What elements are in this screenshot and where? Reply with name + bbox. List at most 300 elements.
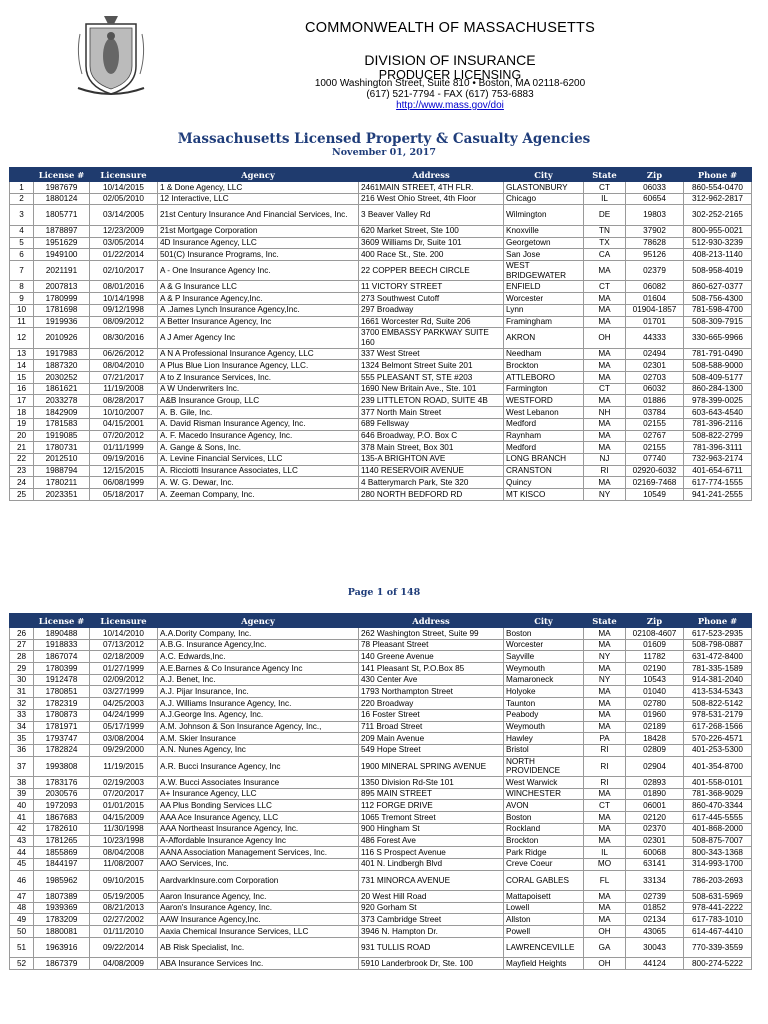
cell-row-number: 43: [10, 835, 34, 847]
cell-agency-name: A.B.G. Insurance Agency,Inc.: [158, 639, 359, 651]
cell-license-number: 1919936: [34, 316, 90, 328]
cell-agency-name: A. Ricciotti Insurance Associates, LLC: [158, 465, 359, 477]
page-number: Page 1 of 148: [347, 587, 421, 598]
table-row: [10, 651, 752, 663]
cell-license-number: 1912478: [34, 674, 90, 686]
cell-licensure-date: 02/18/2009: [90, 651, 158, 663]
cell-phone: 860-470-3344: [684, 800, 752, 812]
cell-agency-name: 21st Mortgage Corporation: [158, 225, 359, 237]
cell-address: 112 FORGE DRIVE: [359, 800, 504, 812]
cell-address: 931 TULLIS ROAD: [359, 937, 504, 958]
cell-phone: 508-409-5177: [684, 372, 752, 384]
cell-zip: 37902: [626, 225, 684, 237]
cell-licensure-date: 01/11/1999: [90, 442, 158, 454]
cell-state: MA: [584, 442, 626, 454]
column-header-agency-name: Agency: [158, 614, 359, 628]
cell-state: CA: [584, 249, 626, 261]
cell-zip: 78628: [626, 237, 684, 249]
table-row: [10, 744, 752, 756]
cell-licensure-date: 02/19/2003: [90, 777, 158, 789]
cell-state: MA: [584, 721, 626, 733]
cell-zip: 19803: [626, 205, 684, 226]
cell-licensure-date: 11/08/2007: [90, 858, 158, 870]
cell-zip: 06001: [626, 800, 684, 812]
cell-licensure-date: 04/15/2009: [90, 812, 158, 824]
cell-address: 1661 Worcester Rd, Suite 206: [359, 316, 504, 328]
cell-state: MA: [584, 835, 626, 847]
cell-row-number: 10: [10, 304, 34, 316]
cell-license-number: 1880081: [34, 926, 90, 938]
cell-state: MA: [584, 823, 626, 835]
cell-zip: 60654: [626, 193, 684, 205]
cell-address: 1350 Division Rd-Ste 101: [359, 777, 504, 789]
cell-address: 377 North Main Street: [359, 407, 504, 419]
cell-address: 486 Forest Ave: [359, 835, 504, 847]
cell-city: Holyoke: [504, 686, 584, 698]
cell-license-number: 1781698: [34, 304, 90, 316]
cell-address: 5910 Landerbrook Dr, Ste. 100: [359, 958, 504, 970]
cell-row-number: 51: [10, 937, 34, 958]
cell-phone: 781-335-1589: [684, 663, 752, 675]
cell-license-number: 2021191: [34, 260, 90, 281]
cell-row-number: 34: [10, 721, 34, 733]
cell-city: Peabody: [504, 709, 584, 721]
cell-phone: 330-665-9966: [684, 328, 752, 349]
table-row: [10, 709, 752, 721]
cell-agency-name: A+ Insurance Agency, LLC: [158, 788, 359, 800]
table-header-row: [10, 168, 752, 182]
cell-address: 1690 New Britain Ave., Ste. 101: [359, 383, 504, 395]
cell-phone: 401-354-8700: [684, 756, 752, 777]
cell-phone: 603-643-4540: [684, 407, 752, 419]
cell-zip: 18428: [626, 733, 684, 745]
cell-licensure-date: 01/27/1999: [90, 663, 158, 675]
cell-address: 1065 Tremont Street: [359, 812, 504, 824]
cell-license-number: 1780851: [34, 686, 90, 698]
cell-state: TN: [584, 225, 626, 237]
table-row: [10, 698, 752, 710]
cell-license-number: 1867074: [34, 651, 90, 663]
cell-city: Mamaroneck: [504, 674, 584, 686]
cell-address: 920 Gorham St: [359, 902, 504, 914]
cell-zip: 02155: [626, 418, 684, 430]
cell-state: DE: [584, 205, 626, 226]
cell-license-number: 2007813: [34, 281, 90, 293]
cell-phone: 617-268-1566: [684, 721, 752, 733]
cell-state: MA: [584, 663, 626, 675]
column-header-row-number: [10, 614, 34, 628]
cell-row-number: 42: [10, 823, 34, 835]
cell-address: 297 Broadway: [359, 304, 504, 316]
table-row: [10, 293, 752, 305]
table-row: [10, 628, 752, 640]
cell-agency-name: AAW Insurance Agency,Inc.: [158, 914, 359, 926]
cell-phone: 408-213-1140: [684, 249, 752, 261]
cell-row-number: 17: [10, 395, 34, 407]
cell-address: 1900 MINERAL SPRING AVENUE: [359, 756, 504, 777]
cell-state: MA: [584, 360, 626, 372]
table-row: [10, 407, 752, 419]
table-row: [10, 870, 752, 891]
cell-license-number: 1782610: [34, 823, 90, 835]
cell-zip: 06033: [626, 182, 684, 194]
cell-row-number: 29: [10, 663, 34, 675]
cell-city: GLASTONBURY: [504, 182, 584, 194]
report-title: Massachusetts Licensed Property & Casualty Agencies: [177, 131, 591, 147]
cell-state: MA: [584, 430, 626, 442]
cell-state: NY: [584, 674, 626, 686]
cell-phone: 860-627-0377: [684, 281, 752, 293]
table-row: [10, 847, 752, 859]
header-division: DIVISION OF INSURANCE: [364, 52, 536, 68]
cell-licensure-date: 03/14/2005: [90, 205, 158, 226]
cell-zip: 60068: [626, 847, 684, 859]
cell-licensure-date: 04/25/2003: [90, 698, 158, 710]
cell-agency-name: A & P Insurance Agency,Inc.: [158, 293, 359, 305]
table-row: [10, 360, 752, 372]
cell-address: 646 Broadway, P.O. Box C: [359, 430, 504, 442]
cell-license-number: 1781265: [34, 835, 90, 847]
cell-zip: 95126: [626, 249, 684, 261]
table-row: [10, 937, 752, 958]
cell-licensure-date: 07/20/2012: [90, 430, 158, 442]
cell-row-number: 35: [10, 733, 34, 745]
cell-row-number: 38: [10, 777, 34, 789]
cell-license-number: 1780731: [34, 442, 90, 454]
cell-address: 4 Batterymarch Park, Ste 320: [359, 477, 504, 489]
cell-phone: 512-930-3239: [684, 237, 752, 249]
cell-agency-name: 501(C) Insurance Programs, Inc.: [158, 249, 359, 261]
column-header-city: City: [504, 614, 584, 628]
cell-state: PA: [584, 733, 626, 745]
cell-license-number: 1949100: [34, 249, 90, 261]
table-row: [10, 328, 752, 349]
cell-row-number: 15: [10, 372, 34, 384]
cell-phone: 401-654-6711: [684, 465, 752, 477]
table-row: [10, 858, 752, 870]
cell-license-number: 2030252: [34, 372, 90, 384]
cell-phone: 631-472-8400: [684, 651, 752, 663]
cell-phone: 978-441-2222: [684, 902, 752, 914]
column-header-agency-name: Agency: [158, 168, 359, 182]
cell-licensure-date: 07/21/2017: [90, 372, 158, 384]
cell-row-number: 7: [10, 260, 34, 281]
cell-license-number: 1987679: [34, 182, 90, 194]
cell-row-number: 41: [10, 812, 34, 824]
table-row: [10, 812, 752, 824]
cell-row-number: 1: [10, 182, 34, 194]
cell-address: 216 West Ohio Street, 4th Floor: [359, 193, 504, 205]
cell-agency-name: A .James Lynch Insurance Agency,Inc.: [158, 304, 359, 316]
cell-address: 3946 N. Hampton Dr.: [359, 926, 504, 938]
cell-zip: 02739: [626, 891, 684, 903]
cell-licensure-date: 02/09/2012: [90, 674, 158, 686]
cell-licensure-date: 01/22/2014: [90, 249, 158, 261]
cell-licensure-date: 12/23/2009: [90, 225, 158, 237]
cell-agency-name: A to Z Insurance Services, Inc.: [158, 372, 359, 384]
cell-license-number: 1919085: [34, 430, 90, 442]
cell-city: MT KISCO: [504, 488, 584, 500]
cell-address: 78 Pleasant Street: [359, 639, 504, 651]
cell-agency-name: A.J. Williams Insurance Agency, Inc.: [158, 698, 359, 710]
cell-licensure-date: 08/01/2016: [90, 281, 158, 293]
cell-row-number: 37: [10, 756, 34, 777]
cell-zip: 07740: [626, 453, 684, 465]
cell-state: TX: [584, 237, 626, 249]
header-url-link[interactable]: http://www.mass.gov/doi: [396, 100, 504, 111]
cell-license-number: 1985962: [34, 870, 90, 891]
cell-state: MA: [584, 709, 626, 721]
cell-agency-name: 1 & Done Agency, LLC: [158, 182, 359, 194]
table-row: [10, 260, 752, 281]
cell-license-number: 1993808: [34, 756, 90, 777]
cell-zip: 01886: [626, 395, 684, 407]
cell-address: 239 LITTLETON ROAD, SUITE 4B: [359, 395, 504, 407]
cell-license-number: 1867683: [34, 812, 90, 824]
table-row: [10, 902, 752, 914]
cell-zip: 01040: [626, 686, 684, 698]
cell-license-number: 1867379: [34, 958, 90, 970]
cell-agency-name: 21st Century Insurance And Financial Services, Inc.: [158, 205, 359, 226]
cell-license-number: 2033278: [34, 395, 90, 407]
cell-agency-name: A.J. Benet, Inc.: [158, 674, 359, 686]
cell-license-number: 1972093: [34, 800, 90, 812]
table-row: [10, 823, 752, 835]
cell-address: 262 Washington Street, Suite 99: [359, 628, 504, 640]
cell-license-number: 1880124: [34, 193, 90, 205]
table-row: [10, 453, 752, 465]
cell-address: 2461MAIN STREET, 4TH FLR.: [359, 182, 504, 194]
cell-row-number: 13: [10, 348, 34, 360]
cell-zip: 02809: [626, 744, 684, 756]
cell-address: 20 West Hill Road: [359, 891, 504, 903]
table-row: [10, 639, 752, 651]
cell-agency-name: A - One Insurance Agency Inc.: [158, 260, 359, 281]
cell-licensure-date: 07/13/2012: [90, 639, 158, 651]
table-row: [10, 442, 752, 454]
cell-row-number: 50: [10, 926, 34, 938]
cell-address: 895 MAIN STREET: [359, 788, 504, 800]
cell-state: MA: [584, 348, 626, 360]
cell-row-number: 25: [10, 488, 34, 500]
cell-state: NH: [584, 407, 626, 419]
table-row: [10, 926, 752, 938]
table-row: [10, 193, 752, 205]
cell-zip: 02893: [626, 777, 684, 789]
cell-agency-name: Aaron's Insurance Agency, Inc.: [158, 902, 359, 914]
cell-zip: 43065: [626, 926, 684, 938]
cell-state: MA: [584, 891, 626, 903]
cell-row-number: 33: [10, 709, 34, 721]
cell-state: MA: [584, 418, 626, 430]
table-row: [10, 465, 752, 477]
cell-zip: 01890: [626, 788, 684, 800]
cell-zip: 10549: [626, 488, 684, 500]
table-row: [10, 914, 752, 926]
cell-licensure-date: 04/15/2001: [90, 418, 158, 430]
cell-state: CT: [584, 383, 626, 395]
table-row: [10, 733, 752, 745]
cell-city: ENFIELD: [504, 281, 584, 293]
cell-row-number: 49: [10, 914, 34, 926]
cell-licensure-date: 10/23/1998: [90, 835, 158, 847]
cell-city: Creve Coeur: [504, 858, 584, 870]
cell-license-number: 1917983: [34, 348, 90, 360]
cell-row-number: 48: [10, 902, 34, 914]
table-header-row: [10, 614, 752, 628]
cell-state: MA: [584, 788, 626, 800]
cell-state: GA: [584, 937, 626, 958]
cell-zip: 01852: [626, 902, 684, 914]
cell-zip: 06082: [626, 281, 684, 293]
cell-agency-name: A J Amer Agency Inc: [158, 328, 359, 349]
cell-address: 135-A BRIGHTON AVE: [359, 453, 504, 465]
cell-phone: 401-868-2000: [684, 823, 752, 835]
cell-city: CRANSTON: [504, 465, 584, 477]
cell-state: CT: [584, 800, 626, 812]
cell-license-number: 1918833: [34, 639, 90, 651]
cell-row-number: 21: [10, 442, 34, 454]
cell-city: Medford: [504, 442, 584, 454]
table-row: [10, 395, 752, 407]
table-row: [10, 383, 752, 395]
cell-zip: 02780: [626, 698, 684, 710]
cell-zip: 02370: [626, 823, 684, 835]
cell-state: MA: [584, 698, 626, 710]
cell-license-number: 1781971: [34, 721, 90, 733]
cell-city: Wilmington: [504, 205, 584, 226]
cell-phone: 617-783-1010: [684, 914, 752, 926]
column-header-address: Address: [359, 614, 504, 628]
cell-state: MA: [584, 293, 626, 305]
cell-agency-name: A Better Insurance Agency, Inc: [158, 316, 359, 328]
cell-phone: 312-962-2817: [684, 193, 752, 205]
cell-phone: 617-774-1555: [684, 477, 752, 489]
column-header-license-number: License #: [34, 614, 90, 628]
cell-zip: 10543: [626, 674, 684, 686]
cell-agency-name: A.J. Pijar Insurance, Inc.: [158, 686, 359, 698]
cell-agency-name: A. Zeeman Company, Inc.: [158, 488, 359, 500]
cell-phone: 781-791-0490: [684, 348, 752, 360]
cell-zip: 02301: [626, 835, 684, 847]
cell-state: MA: [584, 902, 626, 914]
cell-state: NY: [584, 488, 626, 500]
cell-city: Brockton: [504, 835, 584, 847]
cell-state: OH: [584, 958, 626, 970]
cell-licensure-date: 05/17/1999: [90, 721, 158, 733]
cell-phone: 800-274-5222: [684, 958, 752, 970]
cell-licensure-date: 08/28/2017: [90, 395, 158, 407]
cell-city: Bristol: [504, 744, 584, 756]
cell-row-number: 8: [10, 281, 34, 293]
cell-license-number: 1780873: [34, 709, 90, 721]
column-header-row-number: [10, 168, 34, 182]
cell-city: Mayfield Heights: [504, 958, 584, 970]
cell-row-number: 22: [10, 453, 34, 465]
table-row: [10, 430, 752, 442]
cell-phone: 508-756-4300: [684, 293, 752, 305]
cell-licensure-date: 04/08/2009: [90, 958, 158, 970]
cell-licensure-date: 10/14/2015: [90, 182, 158, 194]
table-row: [10, 835, 752, 847]
cell-licensure-date: 01/11/2010: [90, 926, 158, 938]
cell-city: Rockland: [504, 823, 584, 835]
cell-phone: 978-399-0025: [684, 395, 752, 407]
cell-city: WEST BRIDGEWATER: [504, 260, 584, 281]
cell-phone: 732-963-2174: [684, 453, 752, 465]
cell-license-number: 1780211: [34, 477, 90, 489]
cell-address: 3609 Williams Dr, Suite 101: [359, 237, 504, 249]
cell-zip: 01609: [626, 639, 684, 651]
cell-zip: 01904-1857: [626, 304, 684, 316]
cell-city: Sayville: [504, 651, 584, 663]
cell-address: 141 Pleasant St, P.O.Box 85: [359, 663, 504, 675]
cell-zip: 33134: [626, 870, 684, 891]
cell-agency-name: AAA Northeast Insurance Agency, Inc.: [158, 823, 359, 835]
table-row: [10, 348, 752, 360]
table-row: [10, 777, 752, 789]
cell-city: Worcester: [504, 293, 584, 305]
cell-address: 689 Fellsway: [359, 418, 504, 430]
cell-address: 378 Main Street, Box 301: [359, 442, 504, 454]
cell-row-number: 39: [10, 788, 34, 800]
cell-address: 400 Race St., Ste. 200: [359, 249, 504, 261]
cell-state: MA: [584, 812, 626, 824]
cell-agency-name: A. B. Gile, Inc.: [158, 407, 359, 419]
cell-license-number: 1887320: [34, 360, 90, 372]
cell-phone: 508-309-7915: [684, 316, 752, 328]
cell-licensure-date: 03/05/2014: [90, 237, 158, 249]
cell-licensure-date: 03/08/2004: [90, 733, 158, 745]
cell-address: 11 VICTORY STREET: [359, 281, 504, 293]
cell-city: NORTH PROVIDENCE: [504, 756, 584, 777]
cell-row-number: 19: [10, 418, 34, 430]
cell-agency-name: Aaron Insurance Agency, Inc.: [158, 891, 359, 903]
cell-licensure-date: 04/24/1999: [90, 709, 158, 721]
cell-license-number: 1861621: [34, 383, 90, 395]
cell-row-number: 52: [10, 958, 34, 970]
cell-zip: 02190: [626, 663, 684, 675]
cell-agency-name: A.A.Dority Company, Inc.: [158, 628, 359, 640]
cell-city: AVON: [504, 800, 584, 812]
cell-zip: 44124: [626, 958, 684, 970]
cell-state: MA: [584, 686, 626, 698]
cell-city: Chicago: [504, 193, 584, 205]
cell-phone: 914-381-2040: [684, 674, 752, 686]
cell-agency-name: A.N. Nunes Agency, Inc: [158, 744, 359, 756]
table-row: [10, 182, 752, 194]
cell-state: RI: [584, 756, 626, 777]
cell-city: Worcester: [504, 639, 584, 651]
massachusetts-seal: [74, 14, 148, 96]
cell-row-number: 5: [10, 237, 34, 249]
cell-phone: 314-993-1700: [684, 858, 752, 870]
cell-row-number: 16: [10, 383, 34, 395]
cell-zip: 03784: [626, 407, 684, 419]
table-row: [10, 674, 752, 686]
table-row: [10, 205, 752, 226]
cell-phone: 800-343-1368: [684, 847, 752, 859]
cell-city: WESTFORD: [504, 395, 584, 407]
cell-row-number: 44: [10, 847, 34, 859]
cell-agency-name: A.M. Skier Insurance: [158, 733, 359, 745]
cell-licensure-date: 08/21/2013: [90, 902, 158, 914]
cell-zip: 02904: [626, 756, 684, 777]
table-row: [10, 418, 752, 430]
table-row: [10, 788, 752, 800]
cell-zip: 02301: [626, 360, 684, 372]
cell-agency-name: A N A Professional Insurance Agency, LLC: [158, 348, 359, 360]
